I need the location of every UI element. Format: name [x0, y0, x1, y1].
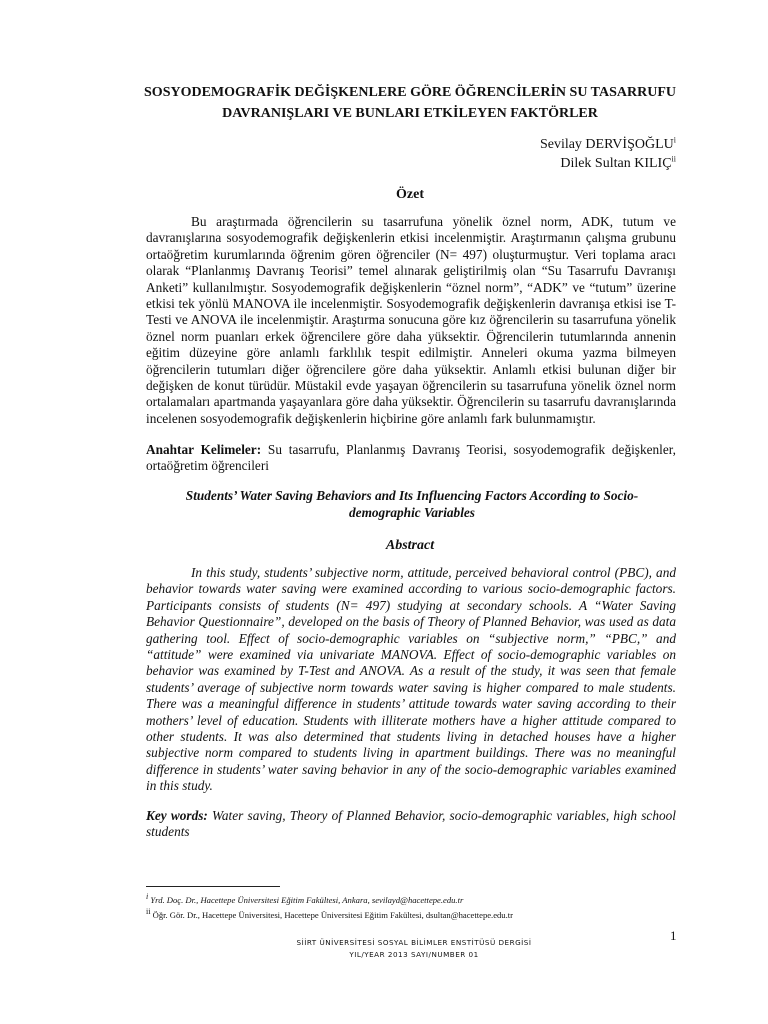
keywords-tr-text: Su tasarrufu, Planlanmış Davranış Teorisi, sosyodemografik değişkenler, ortaöğretim öğrencileri — [146, 442, 676, 474]
keywords-en-text: Water saving, Theory of Planned Behavior, socio-demographic variables, high school students — [146, 808, 676, 840]
abstract-text: In this study, students’ subjective norm, attitude, perceived behavioral control (PBC), and behavior towards water saving were examined according to various socio-demographic factors. Participants consists of students (N= 497) studying at secondary schools. A “Water Saving Behavior Questionnaire”, developed on the basis of Theory of Planned Behavior, was used as data gathering tool. Effect of socio-demographic variables on “subjective norm,” “PBC,” and “attitude” were examined via univariate MANOVA. Effect of socio-demographic variables on behavior was examined by T-Test and ANOVA. As a result of the study, it was seen that female students’ average of subjective norm towards water saving is higher compared to male students. There was a meaningful difference in students’ attitude towards water saving according to their mothers’ level of education. Students with illiterate mothers have a higher attitude compared to other students. It was also determined that students living in detached houses have a higher subjective norm compared to students living in apartment buildings. There was no meaningful difference in students’ water saving behavior in any of the socio-demographic variables examined in this study. — [146, 565, 676, 794]
author-2 — [540, 154, 676, 173]
author-1 — [540, 135, 676, 154]
journal-name: SİİRT ÜNİVERSİTESİ SOSYAL BİLİMLER ENSTİTÜSÜ DERGİSİ — [296, 938, 532, 947]
footnote-1-mark: i — [146, 892, 149, 902]
footnote-2 — [146, 907, 706, 921]
keywords-tr — [146, 442, 676, 475]
author-block — [540, 135, 676, 173]
page-number: 1 — [670, 928, 677, 943]
english-title: Students’ Water Saving Behaviors and Its Influencing Factors According to Socio-demographic Variables — [185, 488, 639, 520]
ozet-body — [146, 214, 676, 427]
keywords-en-label: Key words: — [146, 808, 208, 823]
keywords-en — [146, 808, 676, 841]
author-2-mark: ii — [671, 154, 676, 164]
author-1-name: Sevilay DERVİŞOĞLU — [539, 137, 674, 152]
abstract-body — [146, 565, 676, 795]
footnote-1 — [146, 892, 706, 906]
abstract-heading: Abstract — [385, 538, 435, 553]
paper-title: SOSYODEMOGRAFİK DEĞİŞKENLERE GÖRE ÖĞRENCİLERİN SU TASARRUFU DAVRANIŞLARI VE BUNLARI ETKİLEYEN FAKTÖRLER — [144, 85, 676, 121]
footnote-1-text: Yrd. Doç. Dr., Hacettepe Üniversitesi Eğitim Fakültesi, Ankara, sevilayd@hacettepe.edu.tr — [150, 895, 464, 905]
footnote-divider — [146, 886, 280, 887]
author-2-name: Dilek Sultan KILIÇ — [560, 156, 672, 171]
author-1-mark: i — [673, 135, 676, 145]
ozet-heading: Özet — [396, 187, 424, 202]
keywords-tr-label: Anahtar Kelimeler: — [146, 442, 262, 457]
footnote-2-mark: ii — [146, 907, 151, 917]
footnote-2-text: Öğr. Gör. Dr., Hacettepe Üniversitesi, Hacettepe Üniversitesi Eğitim Fakültesi, dsultan@hacettepe.edu.tr — [152, 910, 514, 920]
journal-issue: YIL/YEAR 2013 SAYI/NUMBER 01 — [349, 950, 479, 959]
ozet-text: Bu araştırmada öğrencilerin su tasarrufuna yönelik öznel norm, ADK, tutum ve davranışlarına sosyodemografik değişkenlerin etkisi incelenmiştir. Araştırmanın çalışma grubunu ortaöğretim kurumlarında öğrenim gören öğrenciler (N= 497) oluşturmuştur. Veri toplama aracı olarak “Planlanmış Davranış Teorisi” temel alınarak geliştirilmiş olan “Su Tasarrufu Davranışı Anketi” kullanılmıştır. Sosyodemografik değişkenlerin “öznel norm”, “ADK” ve “tutum” üzerine etkisi tek yönlü MANOVA ile incelenmiştir. Sosyodemografik değişkenlerin davranışa etkisi ise T-Testi ve ANOVA ile incelenmiştir. Araştırma sonucuna göre kız öğrencilerin su tasarrufuna yönelik öznel norm puanları erkek öğrencilere göre daha yüksektir. Öğrencilerin tutumlarında annenin eğitim düzeyine göre anlamlı farklılık tespit edilmiştir. Anneleri okuma yazma bilmeyen öğrencilerin tutumları diğer öğrencilere göre daha yüksektir. Anlamlı etkisi bulunan diğer bir değişken de konut türüdür. Müstakil evde yaşayan öğrencilerin su tasarrufuna yönelik öznel norm ortalamaları apartmanda yaşayanlara göre daha yüksektir. Öğrencilerin su tasarrufu davranışlarında incelenen sosyodemografik değişkenlerin hiçbirine göre anlamlı fark bulunmamıştır. — [146, 214, 676, 426]
